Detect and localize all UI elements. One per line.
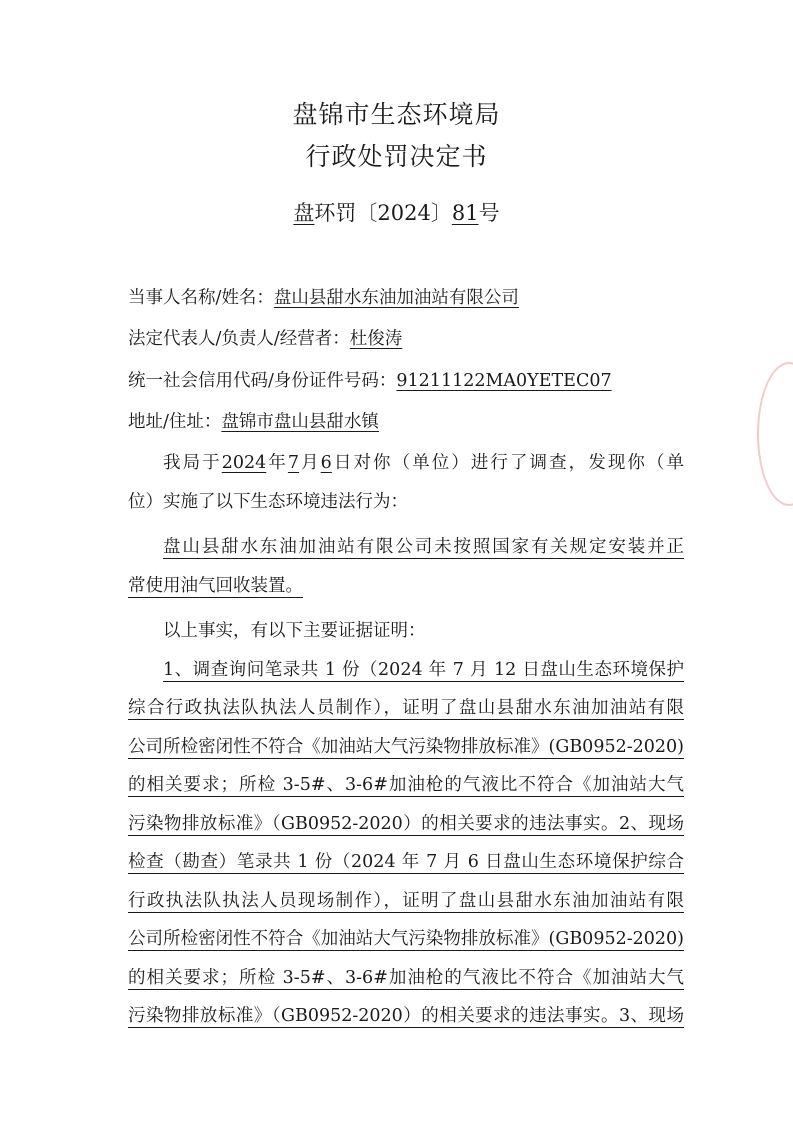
violation-line-2: 常使用油气回收装置。	[128, 575, 303, 596]
evidence-line: 污染物排放标准》（GB0952-2020）的相关要求的违法事实。3、现场	[128, 1006, 684, 1026]
address-label: 地址/住址：	[128, 412, 222, 432]
doc-number-prefix: 盘	[293, 201, 315, 225]
party-name-value: 盘山县甜水东油加油站有限公司	[273, 288, 519, 308]
evidence-line: 公司所检密闭性不符合《加油站大气污染物排放标准》(GB0952-2020)	[128, 736, 684, 757]
violation-line-1: 盘山县甜水东油加油站有限公司未按照国家有关规定安装并正	[163, 537, 684, 557]
evidence-line: 1、调查询问笔录共 1 份（2024 年 7 月 12 日盘山生态环境保护	[163, 659, 684, 680]
evidence-line: 检查（勘查）笔录共 1 份（2024 年 7 月 6 日盘山生态环境保护综合	[128, 852, 684, 872]
evidence-paragraph	[128, 612, 684, 1036]
evidence-intro: 以上事实，有以下主要证据证明：	[163, 621, 426, 641]
document-type-title: 行政处罚决定书	[305, 142, 488, 171]
representative-label: 法定代表人/负责人/经营者：	[128, 329, 350, 349]
doc-number-middle: 环罚〔2024〕	[314, 201, 452, 225]
agency-title: 盘锦市生态环境局	[292, 100, 501, 129]
official-seal-edge	[757, 362, 793, 506]
violation-paragraph	[128, 528, 684, 605]
representative-row	[128, 326, 402, 352]
evidence-line: 的相关要求；所检 3-5#、3-6#加油枪的气液比不符合《加油站大气	[128, 967, 684, 988]
credit-code-value: 91211122MA0YETEC07	[396, 371, 612, 391]
investigation-line-1: 我局于2024年7月6日对你（单位）进行了调查，发现你（单	[163, 453, 684, 473]
doc-number-suffix: 号	[478, 201, 500, 225]
representative-value: 杜俊涛	[349, 329, 403, 349]
evidence-line: 行政执法队执法人员现场制作），证明了盘山县甜水东油加油站有限	[128, 890, 684, 911]
document-number	[0, 198, 793, 228]
evidence-line: 综合行政执法队执法人员制作），证明了盘山县甜水东油加油站有限	[128, 698, 684, 718]
evidence-line: 公司所检密闭性不符合《加油站大气污染物排放标准》(GB0952-2020)	[128, 929, 684, 949]
investigation-line-2: 位）实施了以下生态环境违法行为：	[128, 491, 408, 512]
credit-code-row	[128, 368, 612, 394]
evidence-line: 污染物排放标准》（GB0952-2020）的相关要求的违法事实。2、现场	[128, 813, 684, 834]
party-name-label: 当事人名称/姓名：	[128, 288, 274, 308]
party-name-row	[128, 285, 519, 311]
evidence-line: 的相关要求；所检 3-5#、3-6#加油枪的气液比不符合《加油站大气	[128, 775, 684, 795]
credit-code-label: 统一社会信用代码/身份证件号码：	[128, 371, 397, 391]
address-value: 盘锦市盘山县甜水镇	[221, 412, 379, 432]
doc-number-value: 81	[451, 201, 479, 225]
investigation-paragraph	[128, 444, 684, 521]
address-row	[128, 409, 379, 435]
